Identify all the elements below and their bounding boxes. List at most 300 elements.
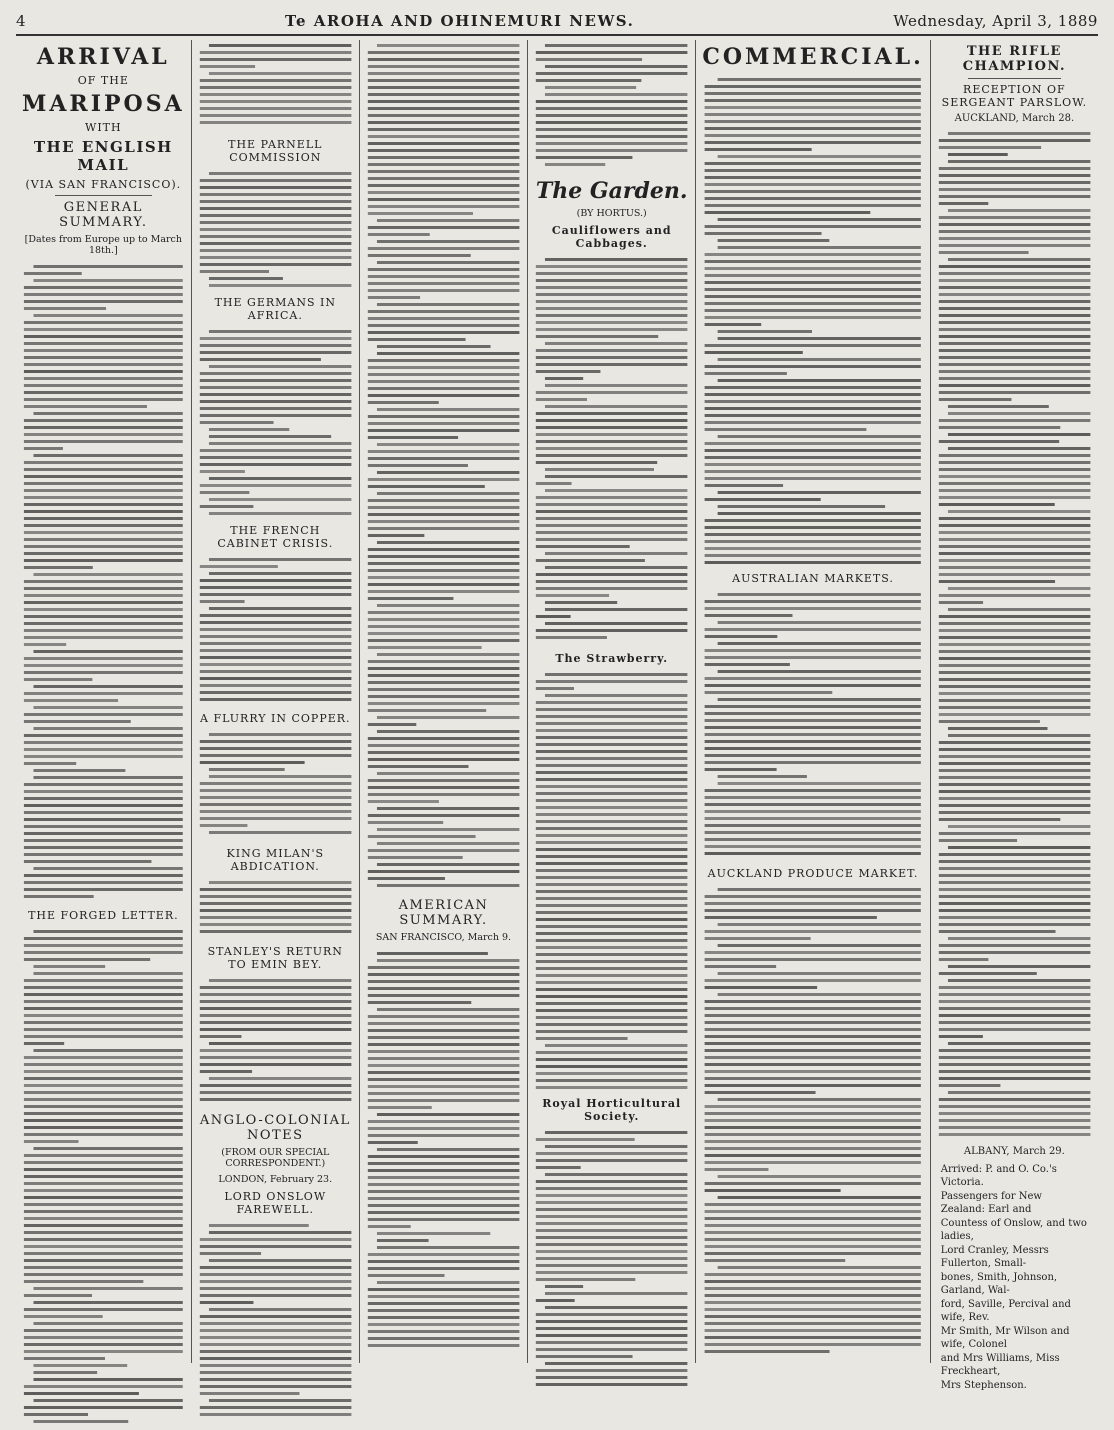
text-line <box>368 1092 520 1095</box>
text-line <box>705 421 921 424</box>
text-line <box>199 1266 351 1269</box>
text-line <box>199 1280 351 1283</box>
text-line <box>24 342 183 345</box>
text-line <box>536 314 688 317</box>
text-line <box>368 1155 520 1158</box>
text-line <box>199 747 351 750</box>
text-line <box>368 779 520 782</box>
text-line <box>368 1022 520 1025</box>
text-line <box>536 293 688 296</box>
text-line <box>948 587 1090 590</box>
text-line <box>377 952 488 955</box>
text-line <box>368 709 486 712</box>
text-line <box>948 160 1090 163</box>
text-line <box>24 1224 183 1227</box>
text-line <box>536 925 688 928</box>
text-line <box>948 258 1090 261</box>
text-line <box>24 874 183 877</box>
text-line <box>939 517 1091 520</box>
text-line <box>377 1239 429 1242</box>
text-line <box>939 146 1041 149</box>
text-line <box>536 440 688 443</box>
text-line <box>368 695 520 698</box>
text-line <box>939 622 1091 625</box>
text-line <box>705 628 921 631</box>
article-text-block <box>22 926 185 1426</box>
text-line <box>24 615 183 618</box>
text-line <box>368 632 520 635</box>
text-line <box>545 377 583 380</box>
text-line <box>939 461 1091 464</box>
text-line <box>705 176 921 179</box>
text-line <box>705 204 921 207</box>
text-line <box>368 1134 520 1137</box>
text-line <box>199 1007 351 1010</box>
text-line <box>705 838 921 841</box>
text-line <box>536 1016 688 1019</box>
text-line <box>536 855 688 858</box>
text-line <box>199 1049 351 1052</box>
text-line <box>939 720 1040 723</box>
text-line <box>199 400 351 403</box>
article-text-block <box>702 74 923 564</box>
text-line <box>24 881 183 884</box>
germans-heading: THE GERMANS IN AFRICA. <box>214 296 336 322</box>
text-line <box>939 1112 1091 1115</box>
text-line <box>939 762 1091 765</box>
text-line <box>545 1306 687 1309</box>
text-line <box>939 881 1091 884</box>
text-line <box>536 729 688 732</box>
garden-heading: The Garden. <box>535 178 688 204</box>
text-line <box>368 72 520 75</box>
text-line <box>939 167 1091 170</box>
text-line <box>939 678 1091 681</box>
text-line <box>368 1036 520 1039</box>
text-line <box>199 1406 351 1409</box>
text-line <box>368 170 520 173</box>
text-line <box>368 1225 411 1228</box>
text-line <box>536 1079 688 1082</box>
text-line <box>705 554 921 557</box>
text-line <box>377 842 519 845</box>
text-line <box>705 407 921 410</box>
text-line <box>377 44 519 47</box>
arrivals-line: Lord Cranley, Messrs Fullerton, Small- <box>940 1245 1049 1269</box>
text-line <box>948 153 1008 156</box>
text-line <box>536 1355 633 1358</box>
text-line <box>718 246 921 249</box>
text-line <box>705 937 811 940</box>
text-line <box>199 663 351 666</box>
text-line <box>24 1007 183 1010</box>
text-line <box>368 1029 520 1032</box>
text-line <box>199 393 351 396</box>
text-line <box>545 1173 687 1176</box>
text-line <box>939 468 1091 471</box>
text-line <box>536 1166 581 1169</box>
text-line <box>199 902 351 905</box>
text-line <box>705 895 921 898</box>
text-line <box>24 1014 183 1017</box>
text-line <box>718 1098 921 1101</box>
text-line <box>199 1252 260 1255</box>
text-line <box>705 1070 921 1073</box>
text-line <box>939 615 1091 618</box>
text-line <box>368 527 520 530</box>
text-line <box>939 377 1091 380</box>
text-line <box>377 219 519 222</box>
text-line <box>536 142 688 145</box>
text-line <box>368 1344 520 1347</box>
text-line <box>368 177 520 180</box>
text-line <box>209 330 351 333</box>
text-line <box>939 279 1091 282</box>
text-line <box>24 1406 183 1409</box>
text-line <box>705 414 921 417</box>
text-line <box>939 853 1091 856</box>
text-line <box>948 412 1090 415</box>
text-line <box>718 888 921 891</box>
text-line <box>24 895 94 898</box>
text-line <box>33 1378 182 1381</box>
text-line <box>199 249 351 252</box>
text-line <box>939 314 1091 317</box>
text-line <box>705 656 921 659</box>
text-line <box>718 218 921 221</box>
text-line <box>705 902 921 905</box>
text-line <box>536 869 688 872</box>
text-line <box>377 1148 519 1151</box>
text-line <box>939 664 1091 667</box>
text-line <box>368 422 520 425</box>
text-line <box>368 1078 520 1081</box>
text-line <box>24 447 63 450</box>
text-line <box>24 608 183 611</box>
text-line <box>368 877 445 880</box>
text-line <box>368 121 520 124</box>
text-line <box>368 1267 520 1270</box>
text-line <box>536 1037 628 1040</box>
text-line <box>368 800 439 803</box>
text-line <box>536 156 633 159</box>
text-line <box>24 1119 183 1122</box>
text-line <box>705 768 777 771</box>
text-line <box>536 876 688 879</box>
text-line <box>368 1050 520 1053</box>
text-line <box>199 358 320 361</box>
article-text-block <box>702 884 923 1354</box>
text-line <box>24 1098 183 1101</box>
text-line <box>536 897 688 900</box>
article-text-block <box>534 669 689 1089</box>
text-line <box>536 1278 635 1281</box>
text-line <box>24 657 183 660</box>
text-line <box>536 1243 688 1246</box>
text-line <box>948 965 1090 968</box>
text-line <box>368 485 485 488</box>
text-line <box>368 688 520 691</box>
text-line <box>209 1077 351 1080</box>
text-line <box>199 1364 351 1367</box>
text-line <box>368 310 520 313</box>
text-line <box>199 372 351 375</box>
text-line <box>24 1182 183 1185</box>
text-line <box>368 1330 520 1333</box>
text-line <box>368 1169 520 1172</box>
text-line <box>536 279 688 282</box>
text-line <box>24 944 183 947</box>
text-line <box>33 965 105 968</box>
text-line <box>24 405 147 408</box>
text-line <box>368 660 520 663</box>
text-line <box>705 965 777 968</box>
text-line <box>24 1238 183 1241</box>
text-line <box>24 643 66 646</box>
text-line <box>368 611 520 614</box>
arrivals-line: Passengers for New Zealand: Earl and <box>940 1191 1042 1215</box>
text-line <box>718 435 921 438</box>
text-line <box>536 587 688 590</box>
text-line <box>705 295 921 298</box>
forged-letter-heading: THE FORGED LETTER. <box>28 909 179 922</box>
text-line <box>705 712 921 715</box>
text-line <box>536 58 642 61</box>
text-line <box>705 930 921 933</box>
text-line <box>705 845 921 848</box>
text-line <box>209 572 351 575</box>
text-line <box>24 594 183 597</box>
text-line <box>939 916 1091 919</box>
text-line <box>939 888 1091 891</box>
text-line <box>368 1309 520 1312</box>
text-line <box>939 1133 1091 1136</box>
text-line <box>33 1049 182 1052</box>
text-line <box>939 573 1091 576</box>
text-line <box>377 1113 519 1116</box>
text-line <box>368 107 520 110</box>
text-line <box>368 1295 520 1298</box>
text-line <box>705 211 871 214</box>
text-line <box>939 839 1017 842</box>
text-line <box>368 583 520 586</box>
text-line <box>545 1292 687 1295</box>
text-line <box>705 386 921 389</box>
text-line <box>705 141 921 144</box>
text-line <box>209 733 351 736</box>
text-line <box>939 370 1091 373</box>
stanley-heading: STANLEY'S RETURN TO EMIN BEY. <box>207 945 343 971</box>
text-line <box>939 860 1091 863</box>
text-line <box>705 789 921 792</box>
text-line <box>536 981 688 984</box>
text-line <box>948 979 1090 982</box>
text-line <box>939 706 1091 709</box>
text-line <box>939 755 1091 758</box>
text-line <box>718 78 921 81</box>
text-line <box>209 365 351 368</box>
text-line <box>536 1327 688 1330</box>
text-line <box>939 237 1091 240</box>
text-line <box>536 265 688 268</box>
column-1 <box>16 40 191 1363</box>
text-line <box>368 289 520 292</box>
text-line <box>939 440 1059 443</box>
english-mail-heading: THE ENGLISH MAIL <box>33 138 173 174</box>
text-line <box>536 510 688 513</box>
text-line <box>536 321 688 324</box>
text-line <box>199 691 351 694</box>
text-line <box>24 391 183 394</box>
text-line <box>939 594 1091 597</box>
text-line <box>199 656 351 659</box>
text-line <box>368 366 520 369</box>
text-line <box>939 139 1091 142</box>
text-line <box>718 337 921 340</box>
garden-byline: (BY HORTUS.) <box>576 208 647 219</box>
text-line <box>545 86 636 89</box>
text-line <box>705 344 921 347</box>
text-line <box>24 335 183 338</box>
text-line <box>948 846 1090 849</box>
text-line <box>24 1140 79 1143</box>
dates-note: [Dates from Europe up to March 18th.] <box>24 234 182 256</box>
text-line <box>199 642 351 645</box>
text-line <box>199 923 351 926</box>
text-line <box>24 853 183 856</box>
text-line <box>199 200 351 203</box>
text-line <box>33 972 182 975</box>
text-line <box>199 386 351 389</box>
text-line <box>939 874 1091 877</box>
text-line <box>536 988 688 991</box>
text-line <box>368 681 520 684</box>
text-line <box>536 363 688 366</box>
text-line <box>705 169 921 172</box>
text-line <box>939 769 1091 772</box>
text-line <box>536 1159 688 1162</box>
divider <box>55 195 153 196</box>
text-line <box>24 1105 183 1108</box>
article-text-block <box>534 1127 689 1387</box>
text-line <box>948 1042 1090 1045</box>
text-line <box>545 93 687 96</box>
text-line <box>939 391 1091 394</box>
text-line <box>209 558 351 561</box>
text-line <box>24 1245 183 1248</box>
text-line <box>705 1280 921 1283</box>
text-line <box>368 114 520 117</box>
text-line <box>939 384 1091 387</box>
text-line <box>24 888 183 891</box>
text-line <box>24 377 183 380</box>
text-line <box>199 817 351 820</box>
text-line <box>368 1204 520 1207</box>
article-text-block <box>534 254 689 644</box>
text-line <box>939 321 1091 324</box>
text-line <box>536 286 688 289</box>
text-line <box>368 1323 520 1326</box>
text-line <box>536 538 688 541</box>
text-line <box>377 959 519 962</box>
text-line <box>536 687 574 690</box>
text-line <box>209 428 289 431</box>
text-line <box>705 1140 921 1143</box>
text-line <box>705 1182 921 1185</box>
text-line <box>209 1399 351 1402</box>
text-line <box>705 754 921 757</box>
text-line <box>536 799 688 802</box>
text-line <box>705 1350 830 1353</box>
text-line <box>536 1208 688 1211</box>
text-line <box>705 1210 921 1213</box>
text-line <box>33 1147 182 1150</box>
text-line <box>718 642 921 645</box>
text-line <box>199 565 277 568</box>
text-line <box>718 1196 921 1199</box>
text-line <box>545 1285 583 1288</box>
text-line <box>939 1084 1001 1087</box>
text-line <box>368 324 520 327</box>
text-line <box>24 804 183 807</box>
text-line <box>939 538 1091 541</box>
text-line <box>199 1294 351 1297</box>
text-line <box>199 79 351 82</box>
text-line <box>368 142 520 145</box>
text-line <box>368 387 520 390</box>
text-line <box>705 747 921 750</box>
text-line <box>705 810 921 813</box>
column-3 <box>359 40 527 1363</box>
text-line <box>377 604 519 607</box>
text-line <box>536 883 688 886</box>
text-line <box>199 242 351 245</box>
text-line <box>705 547 921 550</box>
text-line <box>536 708 688 711</box>
text-line <box>536 356 688 359</box>
text-line <box>24 797 183 800</box>
text-line <box>536 1250 688 1253</box>
text-line <box>705 1042 921 1045</box>
text-line <box>24 1357 105 1360</box>
text-line <box>939 636 1091 639</box>
text-line <box>545 342 687 345</box>
text-line <box>705 316 921 319</box>
text-line <box>24 440 183 443</box>
text-line <box>705 1105 921 1108</box>
text-line <box>368 1218 520 1221</box>
text-line <box>536 1257 688 1260</box>
text-line <box>368 254 471 257</box>
text-line <box>24 783 183 786</box>
text-line <box>705 1336 921 1339</box>
text-line <box>199 1028 351 1031</box>
text-line <box>368 380 520 383</box>
text-line <box>536 419 688 422</box>
text-line <box>368 359 520 362</box>
text-line <box>536 974 688 977</box>
text-line <box>536 911 688 914</box>
text-line <box>939 629 1091 632</box>
text-line <box>939 650 1091 653</box>
text-line <box>377 1232 490 1235</box>
text-line <box>368 296 420 299</box>
text-line <box>209 44 351 47</box>
text-line <box>536 722 688 725</box>
text-line <box>536 391 688 394</box>
text-line <box>536 1194 688 1197</box>
text-line <box>368 987 520 990</box>
